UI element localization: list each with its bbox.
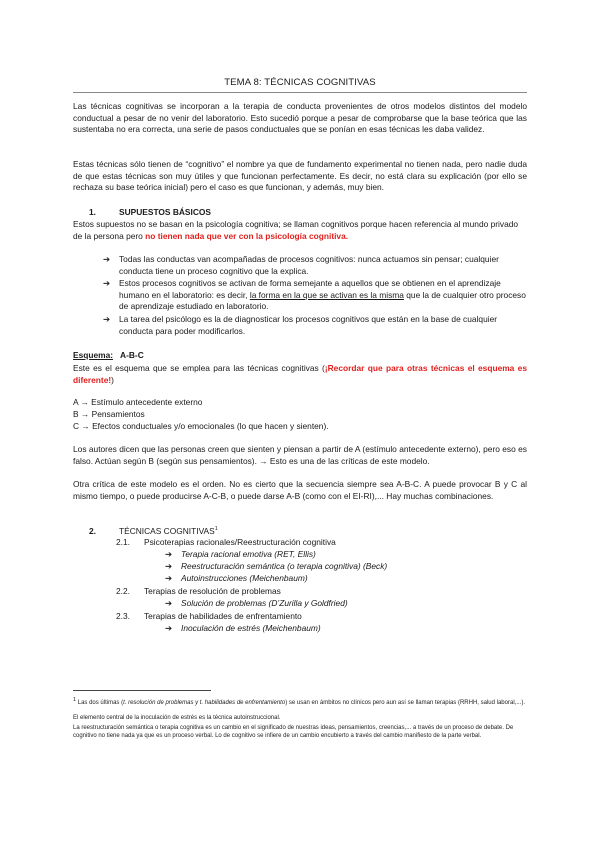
- esquema-b-value: Pensamientos: [89, 409, 145, 419]
- assumptions-list: [103, 254, 527, 338]
- subsection-label: Terapias de resolución de problemas: [144, 586, 281, 596]
- esquema-text: Este es el esquema que se emplea para las técnicas cognitivas (: [73, 363, 325, 373]
- section-1-heading: [73, 207, 527, 219]
- list-item: [103, 254, 527, 277]
- title-underline: [73, 92, 527, 93]
- list-item-text-end: que la de cualquier otro proceso de aprendizaje estudiado en laboratorio.: [119, 289, 526, 312]
- technique-text: Terapia racional emotiva (RET, Ellis): [181, 549, 316, 559]
- footnote-2: El elemento central de la inoculación de estrés es la técnica autoinstruccional.: [73, 715, 281, 721]
- list-item-text: Todas las conductas van acompañadas de procesos cognitivos: nunca actuamos sin pensar; cualquier conducta tiene un proceso cognitivo que la explica.: [119, 254, 499, 276]
- subsection-number: 2.3.: [116, 611, 130, 621]
- subsection-label: Terapias de habilidades de enfrentamiento: [144, 611, 302, 621]
- esquema-a-key: A →: [73, 397, 89, 407]
- technique-item: [165, 549, 316, 561]
- list-item-text: La tarea del psicólogo es la de diagnosticar los procesos cognitivos que están en la base de cualquier conducta para poder modificarlos.: [119, 313, 498, 336]
- subsection-label: Psicoterapias racionales/Reestructuración cognitiva: [144, 537, 336, 547]
- technique-item: [165, 561, 387, 573]
- critique-text-end: → Esto es una de las críticas de este modelo.: [256, 455, 430, 466]
- arrow-icon: ➔: [165, 573, 173, 583]
- footnote-ref: 1: [214, 526, 218, 532]
- esquema-b-line: [73, 409, 527, 421]
- footnote-italic: t. resolución de problemas y t. habilidades de enfrentamiento: [123, 700, 286, 706]
- critique-text: Los autores dicen que las personas creen que sienten y piensan a partir de A (estímulo antecedente externo), pero eso es falso.: [73, 444, 527, 466]
- critique-text-emphasis: Actúan según B (según sus pensamientos).: [94, 455, 257, 466]
- section-1-paragraph: [73, 219, 527, 242]
- arrow-icon: ➔: [165, 549, 173, 559]
- footnote-text: Las dos últimas (: [76, 700, 124, 706]
- technique-item: [165, 598, 348, 610]
- list-item: [103, 314, 527, 337]
- esquema-label: Esquema:: [73, 350, 114, 360]
- section-1-highlight: no tienen nada que ver con la psicología cognitiva.: [145, 230, 349, 241]
- arrow-icon: ➔: [165, 598, 173, 608]
- esquema-c-value: Efectos conductuales y/o emocionales (lo que hacen y sienten).: [89, 421, 329, 431]
- technique-text: Autoinstrucciones (Meichenbaum): [181, 573, 308, 583]
- footnote-text-end: ) se usan en ámbitos no clínicos pero aun así se llaman terapias (RRHH, salud laboral,...).: [285, 700, 525, 706]
- esquema-a-value: Estímulo antecedente externo: [88, 397, 203, 407]
- esquema-c-key: C →: [73, 421, 90, 431]
- esquema-c-line: [73, 421, 527, 433]
- intro-paragraph-2: Estas técnicas sólo tienen de “cognitivo” el nombre ya que de fundamento experimental no tienen nada, pero nadie duda de que estas técnicas son muy útiles y que funcionan perfectamente. Es decir, no está clara su explicación (por ello se rechaza su base teórica inicial) pero el caso es que funcionan, y además, muy bien.: [73, 159, 527, 193]
- esquema-heading: [73, 350, 527, 362]
- subsection-number: 2.2.: [116, 586, 130, 596]
- esquema-paragraph: [73, 363, 527, 386]
- subsection-number: 2.1.: [116, 537, 130, 547]
- section-1-title: SUPUESTOS BÁSICOS: [119, 207, 211, 217]
- arrow-icon: ➔: [165, 561, 173, 571]
- esquema-value: A-B-C: [120, 350, 144, 360]
- page-title: TEMA 8: TÉCNICAS COGNITIVAS: [224, 77, 376, 88]
- esquema-warning: ¡Recordar que para otras técnicas el esquema es diferente!: [73, 363, 527, 385]
- footnote-3: La reestructuración semántica o terapia cognitiva es un cambio en el significado de nuestras ideas, pensamientos, creencias,... a través de un proceso de debate. De cognitivo no tiene nada ya que es un proceso verbal. Lo de cognitivo se infiere de un cambio encubierto a través del cambio manifiesto de la parte verbal.: [73, 725, 514, 740]
- section-2-number: 2.: [89, 525, 96, 536]
- section-2-title: TÉCNICAS COGNITIVAS: [119, 525, 215, 536]
- esquema-a-line: [73, 397, 527, 409]
- technique-text: Reestructuración semántica (o terapia cognitiva) (Beck): [181, 561, 388, 571]
- section-1-number: 1.: [89, 207, 96, 217]
- esquema-text-end: ): [111, 374, 114, 385]
- footnote-separator: [73, 690, 211, 691]
- intro-paragraph-1: Las técnicas cognitivas se incorporan a la terapia de conducta provenientes de otros modelos distintos del modelo conductual a pesar de no venir del laboratorio. Esto sucedió porque a pesar de comprobarse que la base teórica que las sustentaba no era correcta, una serie de pasos conductuales que se ponían en esas técnicas les daba validez.: [73, 101, 527, 135]
- footnote-1: [73, 696, 527, 707]
- critique-paragraph-1: [73, 444, 527, 467]
- footnote-number: 1: [73, 697, 77, 703]
- section-2-heading: [73, 524, 527, 537]
- list-item-text: Estos procesos cognitivos se activan de forma semejante a aquellos que se obtienen en el aprendizaje humano en el laboratorio: es decir,: [119, 278, 501, 300]
- esquema-b-key: B →: [73, 409, 90, 419]
- technique-text: Inoculación de estrés (Meichenbaum): [181, 623, 321, 633]
- arrow-icon: ➔: [103, 313, 111, 324]
- list-item: [103, 278, 527, 313]
- arrow-icon: ➔: [103, 254, 111, 264]
- arrow-icon: ➔: [165, 623, 173, 633]
- critique-paragraph-2: Otra crítica de este modelo es el orden. No es cierto que la secuencia siempre sea A-B-C. A puede provocar B y C al mismo tiempo, o puede producirse A-C-B, o puede darse A-B (como con el EI-RI),... Hay muchas combinaciones.: [73, 479, 527, 501]
- technique-text: Solución de problemas (D’Zurilla y Goldfried): [181, 598, 348, 608]
- technique-item: [165, 623, 321, 635]
- arrow-icon: ➔: [103, 278, 111, 289]
- list-item-underlined-text: la forma en la que se activan es la misma: [249, 289, 404, 300]
- section-1-text: Estos supuestos no se basan en la psicología cognitiva; se llaman cognitivos porque hacen referencia al mundo privado de la persona pero: [73, 219, 519, 241]
- technique-item: [165, 573, 308, 585]
